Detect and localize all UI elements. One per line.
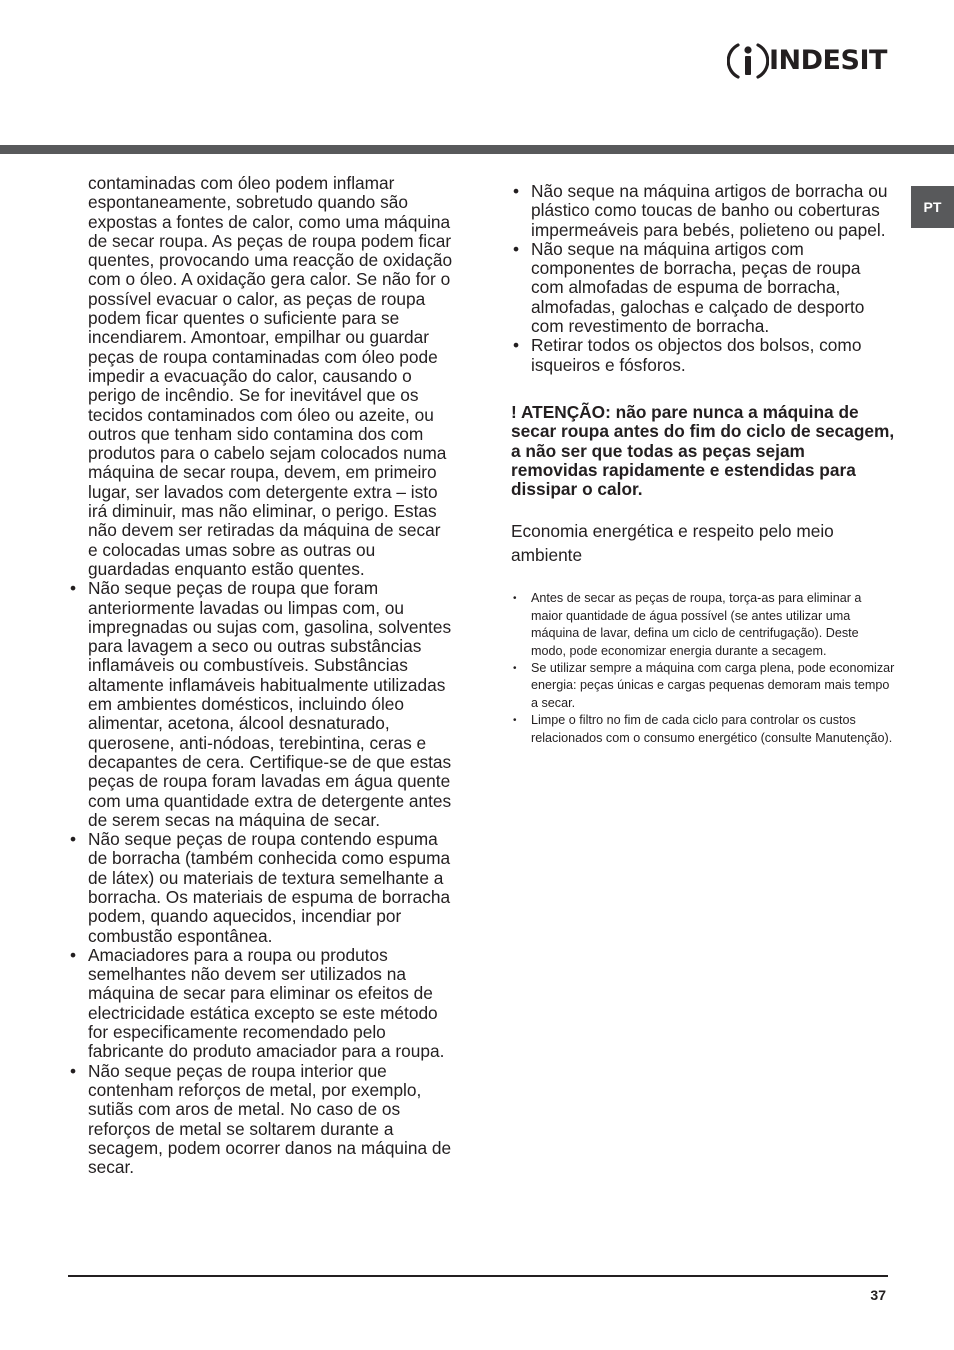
intro-paragraph: contaminadas com óleo podem inflamar espontaneamente, sobretudo quando são expostas a fontes de calor, como uma máquina de secar roupa. As peças de roupa podem ficar quentes, provocando uma reacção de oxidação com o óleo. A oxidação gera calor. Se não for o possível evacuar o calor, as peças de roupa podem ficar quentes o suficiente para se incendiarem. Amontoar, empilhar ou guardar peças de roupa contaminadas com óleo pode impedir a evacuação do calor, causando o perigo de incêndio. Se for inevitável que os tecidos contaminados com óleo ou azeite, ou outros que tenham sido contamina dos com produtos para o cabelo sejam colocados numa máquina de secar roupa, devem, em primeiro lugar, ser lavados com detergente extra – isto irá diminuir, mas não eliminar, o perigo. Estas não devem ser retiradas da máquina de secar e colocadas umas sobre as outras ou guardadas enquanto estão quentes. — [88, 173, 453, 579]
footer-divider — [68, 1275, 888, 1277]
list-item: • Antes de secar as peças de roupa, torça-as para eliminar a maior quantidade de água possível (se antes utilizar uma máquina de lavar, defina um ciclo de centrifugação). Deste modo, pode economizar energia durante a secagem. — [511, 590, 896, 660]
brand-name: INDESIT — [769, 45, 887, 76]
list-item: • Não seque na máquina artigos de borracha ou plástico como toucas de banho ou coberturas impermeáveis para bebés, polieteno ou papel. — [511, 182, 896, 240]
warning-icon: ! — [511, 401, 517, 422]
list-item: • Se utilizar sempre a máquina com carga plena, pode economizar energia: peças únicas e cargas pequenas demoram mais tempo a secar. — [511, 660, 896, 712]
list-item: • Não seque peças de roupa contendo espuma de borracha (também conhecida como espuma de látex) ou materiais de textura semelhante a borracha. Os materiais de espuma de borracha podem, quando aquecidos, incendiar por combustão espontânea. — [68, 830, 453, 946]
right-column — [511, 182, 896, 747]
header-bar — [0, 145, 954, 154]
warning-notice — [511, 403, 896, 499]
list-item: • Não seque peças de roupa interior que contenham reforços de metal, por exemplo, sutiãs com aros de metal. No caso de os reforços de metal se soltarem durante a secagem, podem ocorrer danos na máquina de secar. — [68, 1062, 453, 1178]
list-item: • Amaciadores para a roupa ou produtos semelhantes não devem ser utilizados na máquina de secar para eliminar os efeitos de electricidade estática excepto se este método for especificamente recomendado pelo fabricante do produto amaciador para a roupa. — [68, 946, 453, 1062]
left-column — [68, 174, 453, 1177]
list-item: • Limpe o filtro no fim de cada ciclo para controlar os custos relacionados com o consumo energético (consulte Manutenção). — [511, 712, 896, 747]
indesit-logo-icon — [727, 40, 769, 82]
page-number: 37 — [870, 1287, 886, 1303]
energy-bullet-list — [511, 590, 896, 747]
left-bullet-list — [68, 579, 453, 1177]
list-item: • Retirar todos os objectos dos bolsos, como isqueiros e fósforos. — [511, 336, 896, 375]
list-item: • Não seque peças de roupa que foram anteriormente lavadas ou limpas com, ou impregnadas ou sujas com, gasolina, solventes para lavagem a seco ou outras substâncias inflamáveis ou combustíveis. Substâncias altamente inflamáveis habitualmente utilizadas em ambientes domésticos, incluindo óleo alimentar, acetona, álcool desnaturado, querosene, anti-nódoas, terebintina, ceras e decapantes de cera. Certifique-se de que estas peças de roupa foram lavadas em água quente com uma quantidade extra de detergente antes de serem secas na máquina de secar. — [68, 579, 453, 830]
section-heading: Economia energética e respeito pelo meio ambiente — [511, 521, 834, 566]
right-bullet-list — [511, 182, 896, 375]
language-tab: PT — [911, 186, 954, 228]
list-item: • Não seque na máquina artigos com componentes de borracha, peças de roupa com almofadas de espuma de borracha, almofadas, galochas e calçado de desporto com revestimento de borracha. — [511, 240, 896, 336]
indesit-logo — [727, 40, 887, 82]
warning-text: ATENÇÃO: não pare nunca a máquina de secar roupa antes do fim do ciclo de secagem, a não ser que todas as peças sejam removidas rapidamente e estendidas para dissipar o calor. — [511, 401, 895, 500]
